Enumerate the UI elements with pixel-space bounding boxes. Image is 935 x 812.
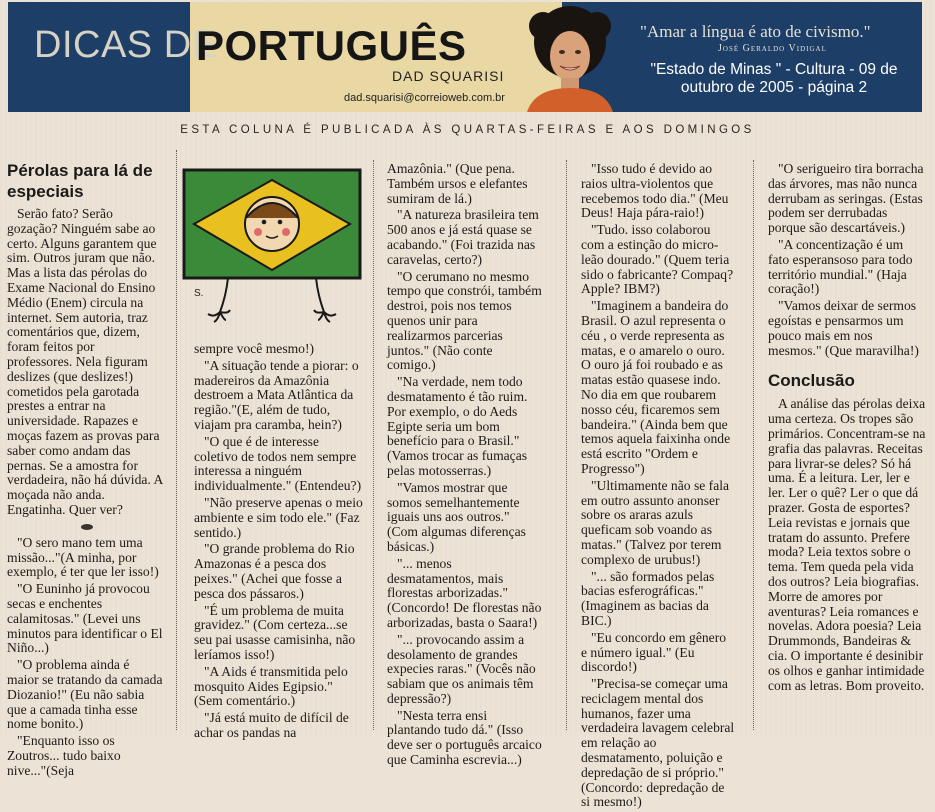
paragraph: "Vamos mostrar que somos semelhantemente iguais uns aos outros." (Com algumas diferenças básicas.) — [387, 479, 526, 554]
paragraph: "O cerumano no mesmo tempo que constrói, também destroi, pois nos temos quenos unir para realizarmos parcerias juntos." (Não conte comigo.) — [387, 268, 542, 373]
column-divider — [566, 160, 567, 730]
paragraph: "Precisa-se começar uma reciclagem mental dos humanos, fazer uma verdadeira lavagem celebral em relação ao desmatamento, poluição e depredação de si próprio." (Concordo: depredação de si mesmo!) — [581, 676, 735, 810]
column-title-part1: DICAS DE — [34, 24, 218, 66]
paragraph: sempre você mesmo!) — [194, 341, 315, 356]
publication-schedule: ESTA COLUNA É PUBLICADA ÀS QUARTAS-FEIRAS E AOS DOMINGOS — [180, 124, 755, 136]
paragraph: "É um problema de muita gravidez." (Com certeza...se seu pai usasse camisinha, não leríamos isso!) — [194, 602, 356, 662]
column-divider — [176, 150, 177, 730]
paragraph: "O Euninho já provocou secas e enchentes calamitosas." (Levei uns minutos para identificar o El Niño...) — [7, 581, 163, 656]
column-title-part2: PORTUGUÊS — [196, 22, 467, 69]
column-2 — [194, 342, 364, 743]
paragraph: "Isso tudo é devido ao raios ultra-violentos que recebemos todo dia." (Meu Deus! Haja pára-raio!) — [581, 161, 729, 221]
paragraph: "Enquanto isso os Zoutros... tudo baixo nive..."(Seja — [7, 733, 121, 778]
paragraph: "Imaginem a bandeira do Brasil. O azul representa o céu , o verde representa as matas, e o amarelo o ouro. O ouro já foi roubado e as matas estão quasese indo. No dia em que roubarem nosso céu, ficaremos sem bandeira." (Ainda bem que temos aquela faixinha onde está escrito "Ordem e Progresso") — [581, 298, 731, 476]
paragraph: "O problema ainda é maior se tratando da camada Diozanio!" (Eu não sabia que a camada tinha esse nome bonito.) — [7, 657, 163, 732]
paragraph: "A natureza brasileira tem 500 anos e já está quase se acabando." (Foi trazida nas caravelas, certo?) — [387, 207, 539, 267]
paragraph: "O que é de interesse coletivo de todos nem sempre interessa a ninguém individualmente." (Entendeu?) — [194, 433, 362, 494]
conclusion-heading: Conclusão — [768, 371, 855, 391]
column-5 — [768, 162, 926, 695]
article-title: Pérolas para lá de especiais — [7, 161, 153, 201]
paragraph: "A situação tende a piorar: o madereiros da Amazônia destroem a Mata Atlântica da região."(E, além de tudo, viajam pra caramba, hein?) — [194, 357, 359, 432]
author-email[interactable]: dad.squarisi@correioweb.com.br — [344, 92, 505, 104]
author-name: DAD SQUARISI — [392, 68, 505, 84]
paragraph: "Na verdade, nem todo desmatamento é tão ruim. Por exemplo, o do Aeds Egipte seria um bom benefício para o Brasil." (Vamos trocar as fumaças pelas motosserras.) — [387, 374, 528, 478]
paragraph: "... provocando assim a desolamento de grandes expecies raras." (Vocês não sabiam que os animais têm depressão?) — [387, 631, 536, 706]
paragraph: "... menos desmatamentos, mais florestas arborizadas." (Concordo! De florestas não arborizadas, basta o Saara!) — [387, 555, 542, 630]
separator-dot — [81, 524, 93, 530]
epigraph-author: José Geraldo Vidigal — [718, 43, 827, 54]
paragraph: "Ultimamente não se fala em outro assunto anonser sobre os araras azuls queficam sob voando as matas." (Talvez por terem complexo de urubus!) — [581, 477, 730, 567]
paragraph: Amazônia." (Que pena. Também ursos e elefantes sumiram de lá.) — [387, 161, 528, 206]
paragraph: "A concentização é um fato esperansoso para todo território mundial." (Haja coração!) — [768, 236, 913, 297]
paragraph: "... são formados pelas bacias esferográficas." (Imaginem as bacias da BIC.) — [581, 568, 715, 628]
column-divider — [753, 160, 754, 730]
paragraph: "A Aids é transmitida pelo mosquito Aides Egipsio." (Sem comentário.) — [194, 663, 348, 709]
paragraph: "Eu concordo em gênero e número igual." (Eu discordo!) — [581, 629, 727, 675]
brazil-flag-illustration — [180, 166, 364, 330]
paragraph: A análise das pérolas deixa uma certeza. Os tropes são primários. Concentram-se na grafia das palavras. Receitas para livrar-se deles? Só há uma. É a leitura. Ler, ler e ler. Ler o quê? Ler o que dá prazer. Gosta de esportes? Leia revistas e jornais que tratam do assunto. Prefere moda? Leia textos sobre o tema. Tem queda pela vida dos outros? Leia biografias. Morre de amores por aventuras? Leia romances e novelas. Adora poesia? Leia Drummonds, Bandeiras & cia. O importante é desinibir os olhos e ganhar intimidade com as letras. Bom proveito. — [768, 396, 926, 693]
column-4 — [581, 162, 735, 812]
column-divider — [373, 160, 374, 730]
paragraph: "Tudo. isso colaborou com a estinção do micro-leão dourado." (Quem teria sido o fabricante? Compaq? Apple? IBM?) — [581, 222, 734, 297]
paragraph: "Nesta terra ensi plantando tudo dá." (Isso deve ser o português arcaico que Caminha escrevia...) — [387, 707, 542, 768]
author-portrait — [515, 4, 625, 112]
column-1 — [7, 160, 163, 780]
paragraph: "O sero mano tem uma missão..."(A minha, por exemplo, é ter que ler isso!) — [7, 534, 159, 580]
illustrator-signature: S. — [194, 288, 204, 299]
column-3 — [387, 162, 542, 770]
paragraph: "O grande problema do Rio Amazonas é a pesca dos peixes." (Achei que fosse a pesca dos pássaros.) — [194, 541, 355, 601]
paragraph: Serão fato? Serão gozação? Ninguém sabe ao certo. Alguns garantem que sim. Outros juram que não. Mas a lista das pérolas do Exame Nacional do Ensino Médio (Enem) circula na internet. Sem autoria, traz comentários que, dizem, foram feitos por professores. Nela figuram deslizes (que deslizes!) cometidos pela garotada prestes a entrar na universidade. Rapazes e moças fazem as provas para saber como andam das pernas. Se a amostra for verdadeira, não há dúvida. A moçada não anda. Engatinha. Quer ver? — [7, 206, 163, 517]
paragraph: "Vamos deixar de sermos egoístas e pensarmos um pouco mais em nos mesmos." (Que maravilha!) — [768, 298, 919, 358]
paragraph: "O serigueiro tira borracha das árvores, mas não nunca derrubam as seringas. (Estas podem ser derrubadas porque são descartáveis.) — [768, 161, 924, 236]
source-note: "Estado de Minas " - Cultura - 09 de outubro de 2005 - página 2 — [650, 61, 898, 96]
epigraph-quote: "Amar a língua é ato de civismo." — [640, 22, 871, 41]
paragraph: "Já está muito de difícil de achar os pandas na — [194, 710, 349, 740]
paragraph: "Não preserve apenas o meio ambiente e sim todo ele." (Faz sentido.) — [194, 494, 363, 540]
